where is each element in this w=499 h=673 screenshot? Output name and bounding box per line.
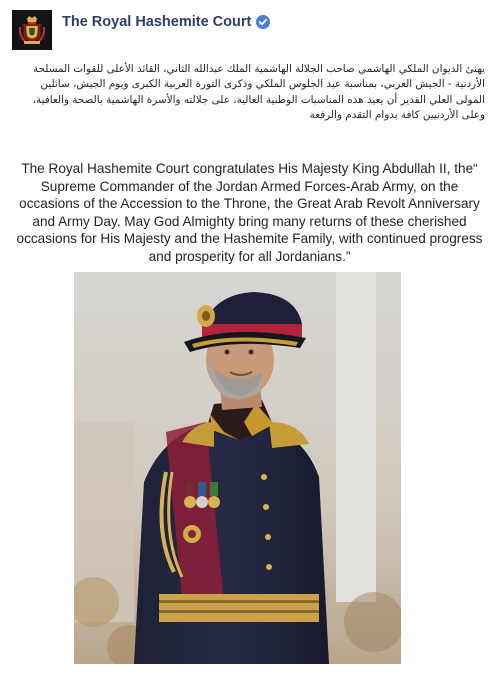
royal-crest-icon: [17, 14, 47, 46]
page-name[interactable]: The Royal Hashemite Court: [62, 14, 252, 30]
verified-check-icon: [256, 15, 270, 29]
page-name-link[interactable]: [62, 14, 270, 30]
post-header: [12, 10, 487, 52]
king-portrait-image: [74, 272, 401, 664]
english-post-text: The Royal Hashemite Court congratulates His Majesty King Abdullah II, the“ Supreme Commander of the Jordan Armed Forces-Arab Army, on the occasions of the Accession to the Throne, the Great Arab Revolt Anniversary and Army Day. May God Almighty bring many returns of these cherished occasions for His Majesty and the Hashemite Family, with continued progress and prosperity for all Jordanians.”: [16, 161, 483, 264]
post-body: [10, 62, 489, 266]
post-photo[interactable]: [74, 272, 401, 664]
arabic-post-text: يهنئ الديوان الملكي الهاشمي صاحب الجلالة الهاشمية الملك عبدالله الثاني، القائد الأعلى للقوات المسلحة الأردنية - الجيش العربي، بمناسبة عيد الجلوس الملكي وذكرى الثورة العربية الكبرى ويوم الجيش، سائلين المولى العلي القدير أن يعيد هذه المناسبات الوطنية الغالية، على جلالته والأسرة الهاشمية بالصحة والعافية، وعلى الأردنيين كافة بدوام التقدم والرفعة: [32, 63, 485, 122]
page-avatar[interactable]: [12, 10, 52, 50]
